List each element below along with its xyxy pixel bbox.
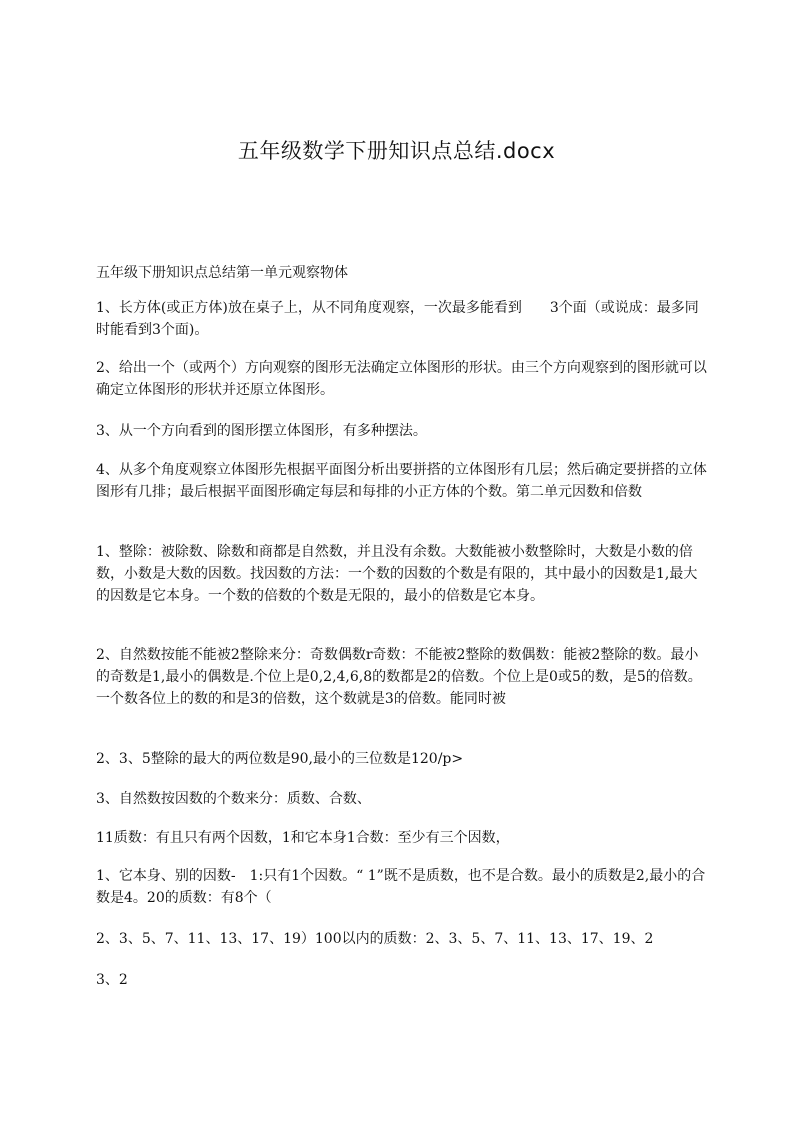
- paragraph-11: 2、3、5、7、11、13、17、19）100以内的质数：2、3、5、7、11、13、17、19、2: [96, 931, 654, 947]
- paragraph-1: 1、长方体(或正方体)放在桌子上，从不同角度观察，一次最多能看到 3个面（或说成：最多同时能看到3个面)。: [96, 300, 699, 338]
- paragraph-8: 3、自然数按因数的个数来分：质数、合数、: [96, 791, 371, 807]
- paragraph-3: 3、从一个方向看到的图形摆立体图形，有多种摆法。: [96, 423, 427, 439]
- paragraph-10: 1、它本身、别的因数- 1:只有1个因数。“ 1”既不是质数，也不是合数。最小的质数是2,最小的合数是4。20的质数：有8个（: [96, 868, 706, 906]
- paragraph-9: 11质数：有且只有两个因数，1和它本身1合数：至少有三个因数，: [96, 830, 510, 846]
- paragraph-4: 4、从多个角度观察立体图形先根据平面图分析出要拼搭的立体图形有几层；然后确定要拼搭的立体图形有几排；最后根据平面图形确定每层和每排的小正方体的个数。第二单元因数和倍数: [96, 462, 707, 500]
- document-title: 五年级数学下册知识点总结.docx: [237, 139, 556, 163]
- paragraph-6: 2、自然数按能不能被2整除来分：奇数偶数r奇数：不能被2整除的数偶数：能被2整除的数。最小的奇数是1,最小的偶数是.个位上是0,2,4,6,8的数都是2的倍数。个位上是0或5的数，是5的倍数。一个数各位上的数的和是3的倍数，这个数就是3的倍数。能同时被: [96, 647, 702, 707]
- paragraph-2: 2、给出一个（或两个）方向观察的图形无法确定立体图形的形状。由三个方向观察到的图形就可以确定立体图形的形状并还原立体图形。: [96, 360, 707, 398]
- paragraph-5: 1、整除：被除数、除数和商都是自然数，并且没有余数。大数能被小数整除时，大数是小数的倍数，小数是大数的因数。找因数的方法：一个数的因数的个数是有限的，其中最小的因数是1,最大的因数是它本身。一个数的倍数的个数是无限的，最小的倍数是它本身。: [96, 544, 698, 604]
- paragraph-7: 2、3、5整除的最大的两位数是90,最小的三位数是120/p>: [96, 751, 464, 767]
- section-heading-unit-1: 五年级下册知识点总结第一单元观察物体: [96, 265, 348, 281]
- paragraph-12: 3、2: [96, 972, 128, 988]
